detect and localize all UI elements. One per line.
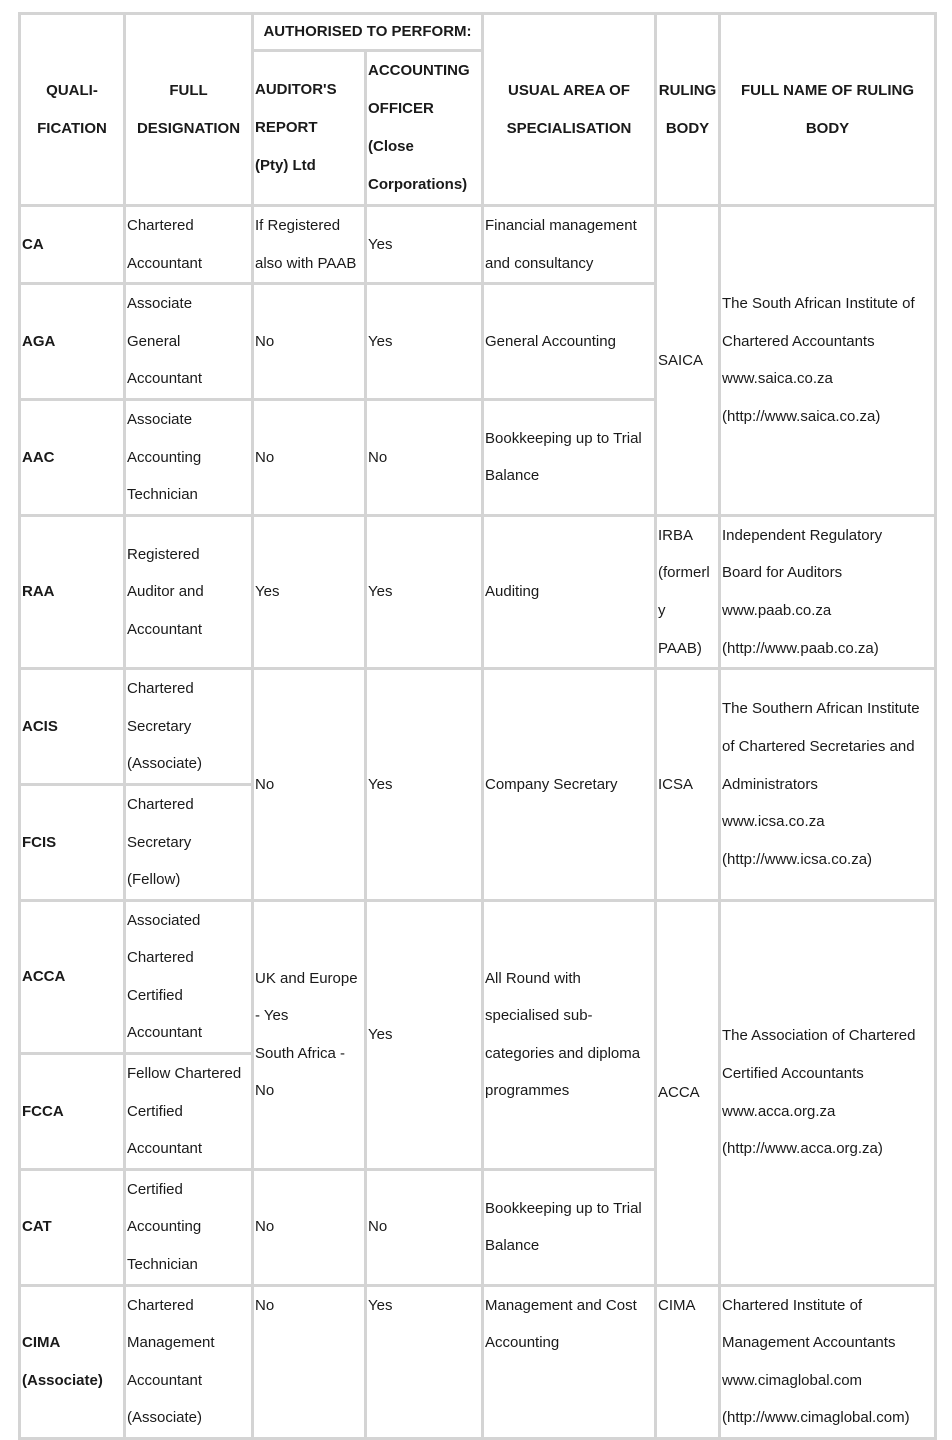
officer-cell: Yes	[367, 1287, 484, 1440]
qualification-cell: CIMA (Associate)	[21, 1287, 126, 1440]
qualification-cell: RAA	[21, 517, 126, 670]
qualification-cell: ACIS	[21, 670, 126, 786]
officer-cell: No	[367, 401, 484, 517]
header-row-1	[21, 15, 937, 52]
area-cell: Bookkeeping up to Trial Balance	[484, 401, 657, 517]
designation-cell: Chartered Accountant	[126, 207, 254, 285]
header-auditors-report: AUDITOR'S REPORT (Pty) Ltd	[254, 52, 367, 207]
designation-cell: Chartered Secretary (Associate)	[126, 670, 254, 786]
full-name-cell: Independent Regulatory Board for Auditors www.paab.co.za (http://www.paab.co.za)	[721, 517, 937, 670]
area-cell: Financial management and consultancy	[484, 207, 657, 285]
header-accounting-officer: ACCOUNTING OFFICER (Close Corporations)	[367, 52, 484, 207]
area-cell: Bookkeeping up to Trial Balance	[484, 1171, 657, 1287]
officer-cell: Yes	[367, 285, 484, 401]
area-cell: Auditing	[484, 517, 657, 670]
header-qualification: QUALI- FICATION	[21, 15, 126, 207]
designation-cell: Associate Accounting Technician	[126, 401, 254, 517]
header-ruling-body: RULING BODY	[657, 15, 721, 207]
officer-cell: No	[367, 1171, 484, 1287]
header-full-name-ruling-body: FULL NAME OF RULING BODY	[721, 15, 937, 207]
qualification-cell: ACCA	[21, 902, 126, 1055]
designation-cell: Chartered Management Accountant (Associate)	[126, 1287, 254, 1440]
officer-cell: Yes	[367, 902, 484, 1171]
qualification-cell: AAC	[21, 401, 126, 517]
designation-cell: Associated Chartered Certified Accountant	[126, 902, 254, 1055]
auditor-cell: No	[254, 401, 367, 517]
header-full-designation: FULL DESIGNATION	[126, 15, 254, 207]
ruling-body-cell: ICSA	[657, 670, 721, 902]
auditor-cell: No	[254, 1171, 367, 1287]
auditor-cell: Yes	[254, 517, 367, 670]
full-name-cell: The Southern African Institute of Chartered Secretaries and Administrators www.icsa.co.za (http://www.icsa.co.za)	[721, 670, 937, 902]
header-authorised-to-perform: AUTHORISED TO PERFORM:	[254, 15, 484, 52]
ruling-body-cell: SAICA	[657, 207, 721, 517]
table-row-raa	[21, 517, 937, 670]
table-row-acis	[21, 670, 937, 786]
table-row-cima	[21, 1287, 937, 1440]
officer-cell: Yes	[367, 670, 484, 902]
qualification-cell: FCIS	[21, 786, 126, 902]
area-cell: General Accounting	[484, 285, 657, 401]
designation-cell: Fellow Chartered Certified Accountant	[126, 1055, 254, 1171]
auditor-cell: UK and Europe - Yes South Africa - No	[254, 902, 367, 1171]
table-row-acca	[21, 902, 937, 1055]
qualifications-table-container	[18, 12, 934, 1440]
full-name-cell: Chartered Institute of Management Accountants www.cimaglobal.com (http://www.cimaglobal.com)	[721, 1287, 937, 1440]
table-row-ca	[21, 207, 937, 285]
auditor-cell: No	[254, 1287, 367, 1440]
auditor-cell: No	[254, 285, 367, 401]
ruling-body-cell: CIMA	[657, 1287, 721, 1440]
full-name-cell: The Association of Chartered Certified Accountants www.acca.org.za (http://www.acca.org.za)	[721, 902, 937, 1287]
area-cell: Management and Cost Accounting	[484, 1287, 657, 1440]
designation-cell: Registered Auditor and Accountant	[126, 517, 254, 670]
designation-cell: Certified Accounting Technician	[126, 1171, 254, 1287]
designation-cell: Chartered Secretary (Fellow)	[126, 786, 254, 902]
area-cell: All Round with specialised sub- categories and diploma programmes	[484, 902, 657, 1171]
auditor-cell: No	[254, 670, 367, 902]
qualification-cell: FCCA	[21, 1055, 126, 1171]
area-cell: Company Secretary	[484, 670, 657, 902]
ruling-body-cell: IRBA (formerly PAAB)	[657, 517, 721, 670]
ruling-body-cell: ACCA	[657, 902, 721, 1287]
auditor-cell: If Registered also with PAAB	[254, 207, 367, 285]
qualification-cell: CA	[21, 207, 126, 285]
header-usual-area: USUAL AREA OF SPECIALISATION	[484, 15, 657, 207]
qualification-cell: CAT	[21, 1171, 126, 1287]
full-name-cell: The South African Institute of Chartered Accountants www.saica.co.za (http://www.saica.co.za)	[721, 207, 937, 517]
qualifications-table	[18, 12, 937, 1440]
officer-cell: Yes	[367, 207, 484, 285]
designation-cell: Associate General Accountant	[126, 285, 254, 401]
qualification-cell: AGA	[21, 285, 126, 401]
officer-cell: Yes	[367, 517, 484, 670]
